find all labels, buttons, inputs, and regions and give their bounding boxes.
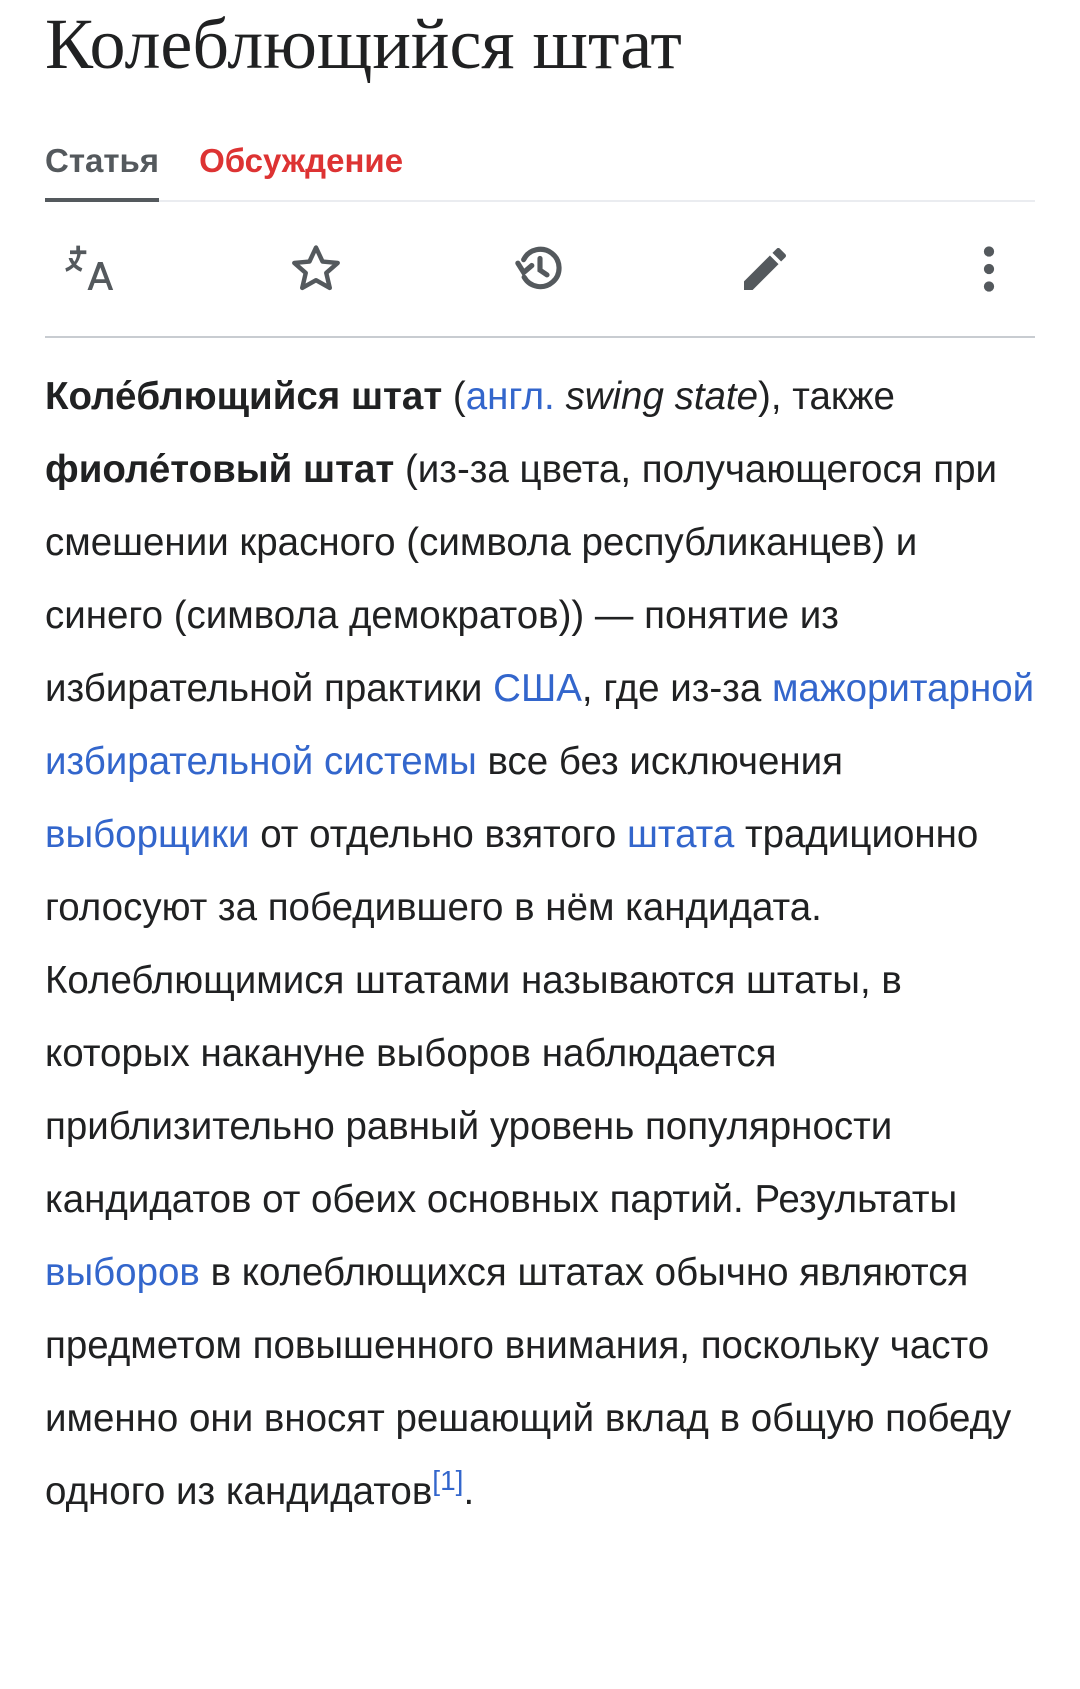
text-segment: ( [442,375,466,418]
text-segment: все без исключения [476,740,843,783]
text-segment: традиционно голосуют за победившего в нём кандидата. Колеблющимися штатами называются штаты, в которых накануне выборов наблюдается приблизительно равный уровень популярности кандидатов от обеих основных партий. Результаты [45,813,979,1221]
text-segment: ), также [758,375,895,418]
history-icon [512,241,568,297]
language-icon [63,241,119,297]
alt-term-bold: фиоле́товый штат [45,448,395,491]
more-icon [961,241,1017,297]
page-actions-toolbar [45,202,1035,338]
text-segment: в колеблющихся штатах обычно являются предметом повышенного внимания, поскольку часто именно они вносят решающий вклад в общую победу одного из кандидатов [45,1251,1012,1513]
more-button[interactable] [957,237,1021,301]
language-button[interactable] [59,237,123,301]
lang-abbrev-link[interactable]: англ. [465,375,555,418]
link-state[interactable]: штата [626,813,735,856]
edit-icon [737,241,793,297]
edit-button[interactable] [733,237,797,301]
reference-link[interactable]: [1] [432,1465,464,1497]
link-usa[interactable]: США [493,667,582,710]
term-bold: Коле́блющийся штат [45,375,443,418]
text-segment: (из-за цвета, получающегося при смешении красного (символа республиканцев) и синего (символа демократов)) — понятие из избирательной практики [45,448,998,710]
link-electors[interactable]: выборщики [45,813,250,856]
tab-article[interactable]: Статья [45,142,159,200]
foreign-term: swing state [554,375,759,418]
watch-button[interactable] [284,237,348,301]
star-icon [288,241,344,297]
article-body [45,360,1035,1528]
text-segment: , где из-за [581,667,772,710]
page-title: Колеблющийся штат [45,4,682,84]
link-majoritarian-system[interactable]: мажоритарной избирательной системы [45,667,1035,783]
page-tabs [45,142,1035,202]
text-segment: от отдельно взятого [249,813,627,856]
history-button[interactable] [508,237,572,301]
tab-talk[interactable]: Обсуждение [199,142,404,179]
link-elections[interactable]: выборов [45,1251,200,1294]
text-segment: . [463,1470,475,1513]
